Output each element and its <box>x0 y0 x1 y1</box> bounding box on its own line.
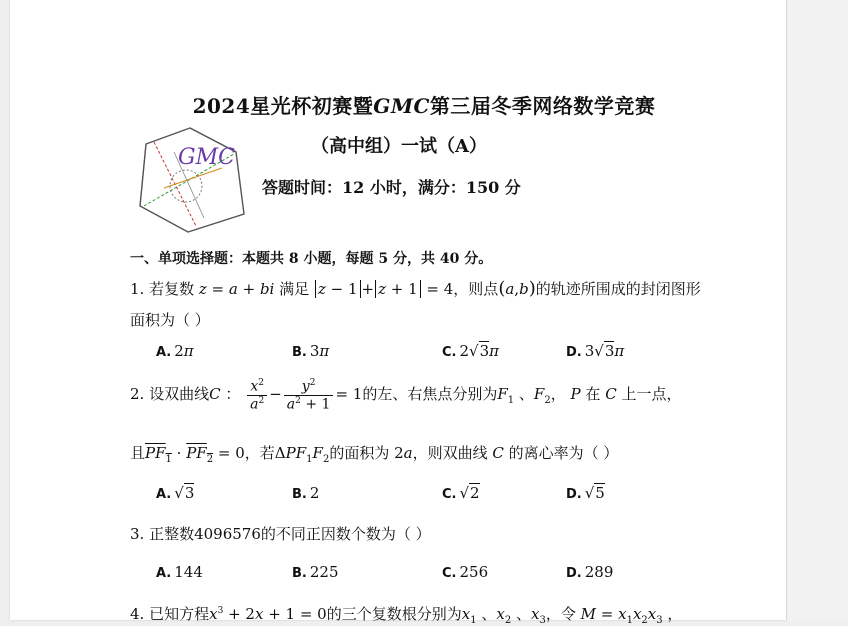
q2-option-d[interactable]: D. √5 <box>566 484 605 502</box>
q1-after-eq: ，则点 <box>453 280 499 298</box>
title-gmc: GMC <box>373 94 430 118</box>
q1-option-a[interactable]: A. 2π <box>156 342 194 360</box>
question-2-line1: 2. 设双曲线C ： $\frac{x^2}{a^2}$ − $\frac{y^2}{a^2 + 1}$ = 1的左、右焦点分别为$F_1$ 、$F_2$， P 在 C 上一点， <box>130 378 682 413</box>
question-2-line2: 且$PF_1 \cdot PF_2 = 0$，若$\Delta PF_1F_2$的面积为 2a，则双曲线 C 的离心率为（ ） <box>130 444 619 465</box>
page-subtitle: （高中组）一试（A） <box>311 136 487 157</box>
q3-option-a[interactable]: A. 144 <box>156 563 203 581</box>
q1-prefix: 1. 若复数 <box>130 280 195 298</box>
q2-after-eq: 的左、右焦点分别为 <box>362 385 498 404</box>
question-4-line1: 4. 已知方程$x^3 + 2x + 1 = 0$的三个复数根分别为$x_1$ 、$x_2$ 、$x_3$，令 $M = x_1x_2x_3$ ， <box>130 605 683 626</box>
exam-time-line: 答题时间：12 小时，满分：150 分 <box>262 178 521 197</box>
q3-option-b[interactable]: B. 225 <box>292 563 339 581</box>
q3-number: 4096576 <box>194 525 261 543</box>
q3-option-c[interactable]: C. 256 <box>442 563 489 581</box>
q2-option-a[interactable]: A. √3 <box>156 484 195 502</box>
q1-option-c[interactable]: C. 2√3π <box>442 342 499 360</box>
q2-option-b[interactable]: B. 2 <box>292 484 320 502</box>
q1-option-d[interactable]: D. 3√3π <box>566 342 625 360</box>
question-1-line2: 面积为（ ） <box>130 311 210 329</box>
page-title <box>0 90 848 119</box>
q1-condition-lead: 满足 <box>279 280 310 298</box>
q1-after-point: 的轨迹所围成的封闭图形 <box>535 280 701 298</box>
question-3: 3. 正整数4096576的不同正因数个数为（ ） <box>130 525 431 543</box>
q2-option-c[interactable]: C. √2 <box>442 484 480 502</box>
q1-option-b[interactable]: B. 3π <box>292 342 330 360</box>
logo-text: GMC <box>178 145 235 170</box>
title-suffix: 第三届冬季网络数学竞赛 <box>429 94 656 118</box>
q2-prefix: 2. 设双曲线 <box>130 385 210 404</box>
section-heading: 一、单项选择题：本题共 8 小题，每题 5 分，共 40 分。 <box>130 251 493 267</box>
title-prefix: 2024星光杯初赛暨 <box>192 94 374 118</box>
q3-option-d[interactable]: D. 289 <box>566 563 614 581</box>
question-1-line1: 1. 若复数 z = a + bi 满足 z − 1 + z + 1 = 4，则点(a,b)的轨迹所围成的封闭图形 <box>130 278 701 299</box>
